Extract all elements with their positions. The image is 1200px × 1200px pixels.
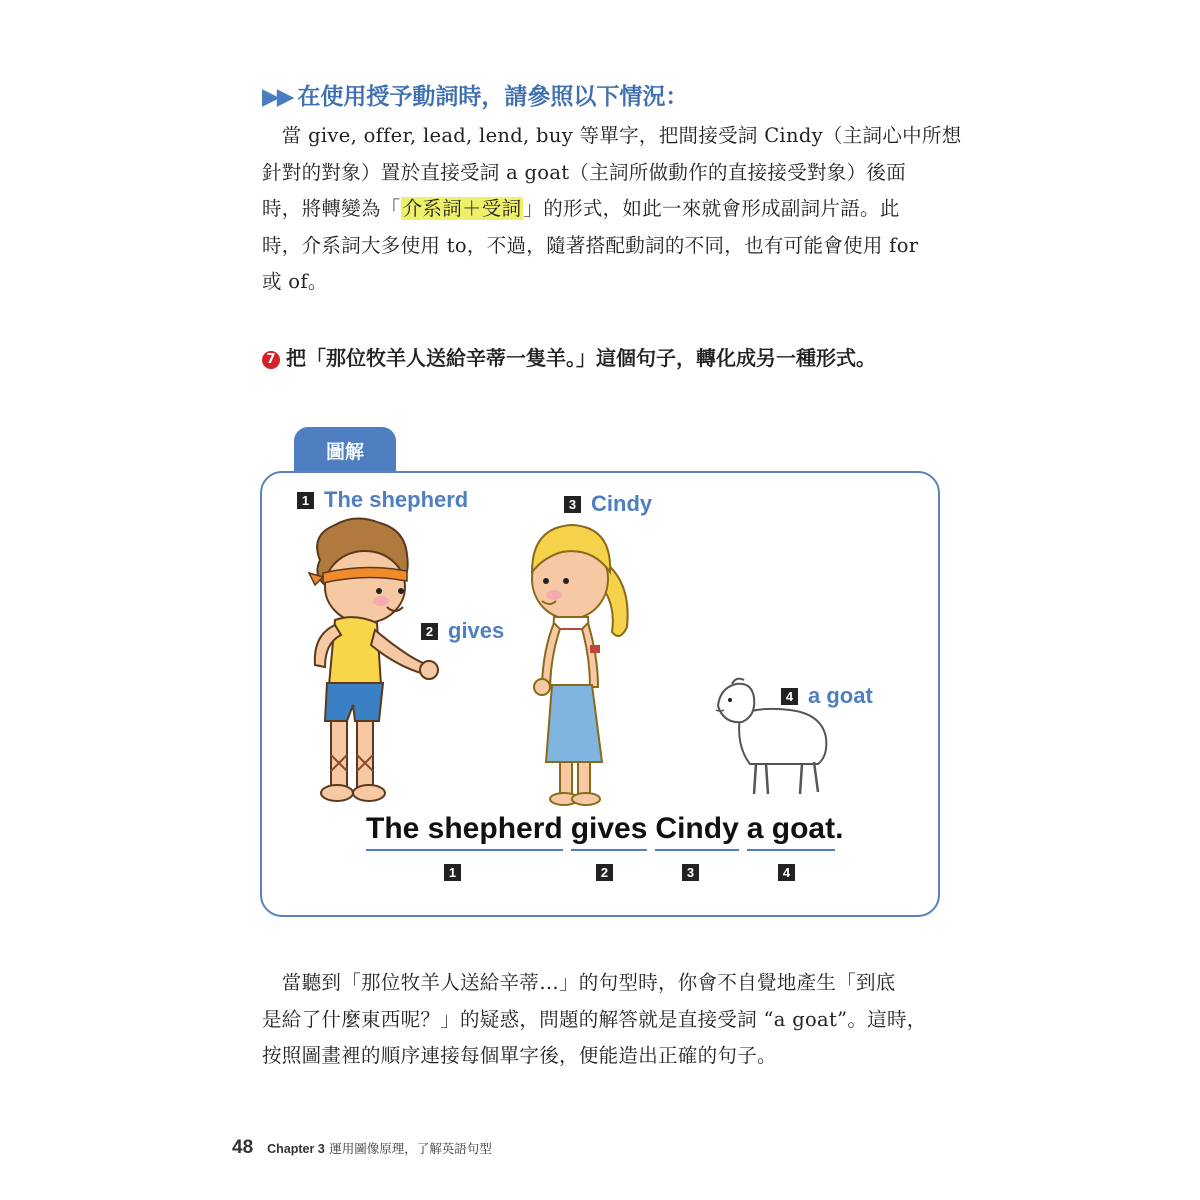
intro-line-2: 針對的對象）置於直接受詞 a goat（主詞所做動作的直接接受對象）後面	[262, 160, 907, 184]
sentence-word-1: The shepherd	[366, 812, 563, 851]
sentence-word-2: gives	[571, 812, 648, 851]
intro-line-5: 或 of。	[262, 270, 328, 293]
sentence-marker-1: 1	[444, 864, 461, 881]
cindy-illustration	[522, 517, 642, 807]
diagram-tab: 圖解	[294, 427, 396, 473]
label-gives-text: gives	[448, 618, 505, 643]
sentence-period: .	[835, 812, 844, 845]
marker-1: 1	[297, 492, 314, 509]
after-line-3: 按照圖畫裡的順序連接每個單字後，便能造出正確的句子。	[262, 1044, 777, 1067]
intro-line-3	[262, 191, 940, 228]
marker-3: 3	[564, 496, 581, 513]
after-line-2: 是給了什麼東西呢？」的疑惑，問題的解答就是直接受詞 “a goat”。這時，	[262, 1007, 927, 1031]
after-line-1: 當聽到「那位牧羊人送給辛蒂…」的句型時，你會不自覺地產生「到底	[262, 971, 896, 994]
sentence-marker-3: 3	[682, 864, 699, 881]
example-text: 把「那位牧羊人送給辛蒂一隻羊。」這個句子，轉化成另一種形式。	[286, 346, 876, 370]
example-number-badge: 7	[262, 351, 280, 369]
label-shepherd-text: The shepherd	[324, 487, 469, 512]
intro-line-3-pre: 時，將轉變為「	[262, 197, 401, 220]
sentence-marker-4: 4	[778, 864, 795, 881]
intro-line-1: 當 give, offer, lead, lend, buy 等單字，把間接受詞 Cindy（主詞心中所想	[262, 124, 962, 147]
double-arrow-icon: ▶▶	[262, 84, 292, 110]
shepherd-illustration	[295, 515, 445, 810]
marker-4: 4	[781, 688, 798, 705]
page-number: 48	[232, 1137, 254, 1158]
sentence-word-3: Cindy	[655, 812, 738, 851]
marker-2: 2	[421, 623, 438, 640]
sentence-word-4: a goat	[747, 812, 835, 851]
intro-paragraph	[262, 118, 962, 301]
highlighted-term: 介系詞＋受詞	[402, 197, 522, 220]
intro-line-3-post: 」的形式，如此一來就會形成副詞片語。此	[523, 197, 900, 220]
section-heading	[262, 78, 688, 111]
diagram-sentence	[366, 812, 843, 851]
after-paragraph	[262, 965, 940, 1075]
label-cindy-text: Cindy	[591, 491, 653, 516]
goat-illustration	[710, 676, 835, 801]
label-goat-text: a goat	[808, 683, 873, 708]
chapter-label: Chapter 3	[267, 1142, 325, 1156]
chapter-title: 運用圖像原理，了解英語句型	[329, 1141, 492, 1156]
page-footer	[232, 1137, 492, 1159]
section-heading-text: 在使用授予動詞時，請參照以下情況：	[297, 84, 689, 110]
example-prompt	[262, 342, 876, 371]
label-cindy	[564, 491, 652, 517]
sentence-marker-2: 2	[596, 864, 613, 881]
label-shepherd	[297, 487, 468, 513]
intro-line-4: 時，介系詞大多使用 to，不過，隨著搭配動詞的不同，也有可能會使用 for	[262, 233, 919, 257]
